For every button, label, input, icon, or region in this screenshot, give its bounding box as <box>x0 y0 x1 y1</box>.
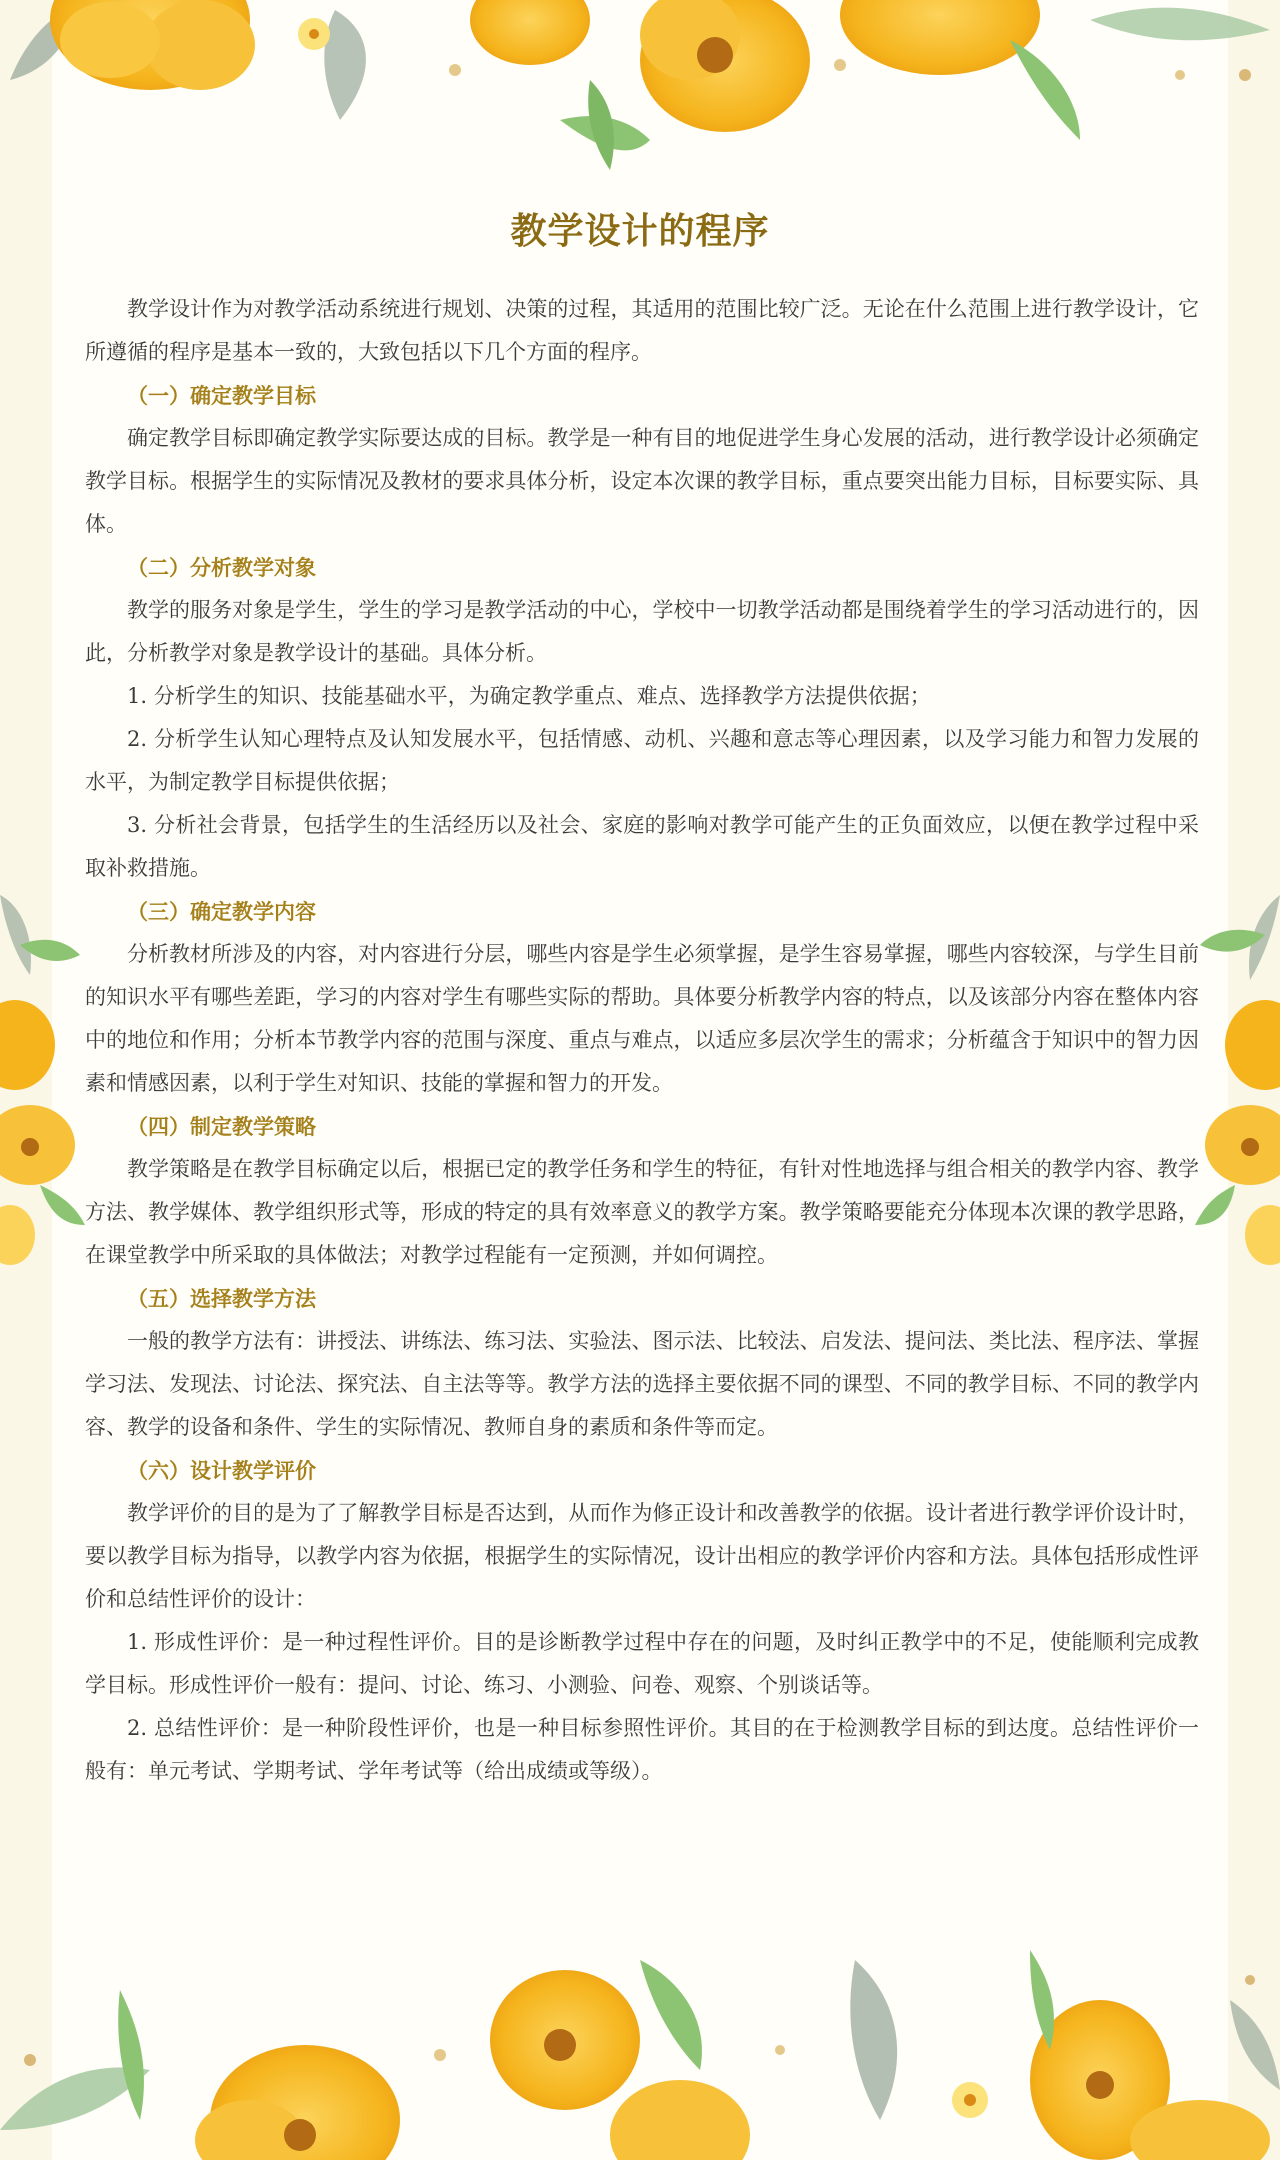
paragraph: 教学策略是在教学目标确定以后，根据已定的教学任务和学生的特征，有针对性地选择与组合相关的教学内容、教学方法、教学媒体、教学组织形式等，形成的特定的具有效率意义的教学方案。教学策略要能充分体现本次课的教学思路，在课堂教学中所采取的具体做法；对教学过程能有一定预测，并如何调控。 <box>85 1157 1199 1267</box>
section-heading: （六）设计教学评价 <box>127 1458 316 1483</box>
section-heading: （三）确定教学内容 <box>127 899 316 924</box>
bottom-flower-border-icon <box>0 1930 1280 2160</box>
paragraph: 分析教材所涉及的内容，对内容进行分层，哪些内容是学生必须掌握，是学生容易掌握，哪些内容较深，与学生目前的知识水平有哪些差距，学习的内容对学生有哪些实际的帮助。具体要分析教学内容的特点，以及该部分内容在整体内容中的地位和作用；分析本节教学内容的范围与深度、重点与难点，以适应多层次学生的需求；分析蕴含于知识中的智力因素和情感因素，以利于学生对知识、技能的掌握和智力的开发。 <box>85 942 1199 1095</box>
paragraph: 3. 分析社会背景，包括学生的生活经历以及社会、家庭的影响对教学可能产生的正负面效应，以便在教学过程中采取补救措施。 <box>85 813 1199 880</box>
paragraph: 2. 分析学生认知心理特点及认知发展水平，包括情感、动机、兴趣和意志等心理因素，以及学习能力和智力发展的水平，为制定教学目标提供依据； <box>85 727 1199 794</box>
paragraph: 教学设计作为对教学活动系统进行规划、决策的过程，其适用的范围比较广泛。无论在什么范围上进行教学设计，它所遵循的程序是基本一致的，大致包括以下几个方面的程序。 <box>85 297 1199 364</box>
article-body <box>85 288 1199 1793</box>
section-heading: （四）制定教学策略 <box>127 1114 316 1139</box>
left-flower-icon <box>0 885 90 1275</box>
top-flower-border-icon <box>0 0 1280 200</box>
paragraph: 确定教学目标即确定教学实际要达成的目标。教学是一种有目的地促进学生身心发展的活动，进行教学设计必须确定教学目标。根据学生的实际情况及教材的要求具体分析，设定本次课的教学目标，重点要突出能力目标，目标要实际、具体。 <box>85 426 1199 536</box>
section-heading: （二）分析教学对象 <box>127 555 316 580</box>
section-heading: （一）确定教学目标 <box>127 383 316 408</box>
paragraph: 1. 分析学生的知识、技能基础水平，为确定教学重点、难点、选择教学方法提供依据； <box>127 684 931 708</box>
page-title: 教学设计的程序 <box>510 210 770 252</box>
section-heading: （五）选择教学方法 <box>127 1286 316 1311</box>
paragraph: 教学的服务对象是学生，学生的学习是教学活动的中心，学校中一切教学活动都是围绕着学生的学习活动进行的，因此，分析教学对象是教学设计的基础。具体分析。 <box>85 598 1199 665</box>
paragraph: 1. 形成性评价：是一种过程性评价。目的是诊断教学过程中存在的问题，及时纠正教学中的不足，使能顺利完成教学目标。形成性评价一般有：提问、讨论、练习、小测验、问卷、观察、个别谈话等。 <box>85 1630 1199 1697</box>
paragraph: 一般的教学方法有：讲授法、讲练法、练习法、实验法、图示法、比较法、启发法、提问法、类比法、程序法、掌握学习法、发现法、讨论法、探究法、自主法等等。教学方法的选择主要依据不同的课型、不同的教学目标、不同的教学内容、教学的设备和条件、学生的实际情况、教师自身的素质和条件等而定。 <box>85 1329 1199 1439</box>
paragraph: 教学评价的目的是为了了解教学目标是否达到，从而作为修正设计和改善教学的依据。设计者进行教学评价设计时，要以教学目标为指导，以教学内容为依据，根据学生的实际情况，设计出相应的教学评价内容和方法。具体包括形成性评价和总结性评价的设计： <box>85 1501 1199 1611</box>
right-flower-icon <box>1195 885 1280 1275</box>
paragraph: 2. 总结性评价：是一种阶段性评价，也是一种目标参照性评价。其目的在于检测教学目标的到达度。总结性评价一般有：单元考试、学期考试、学年考试等（给出成绩或等级）。 <box>85 1716 1199 1783</box>
